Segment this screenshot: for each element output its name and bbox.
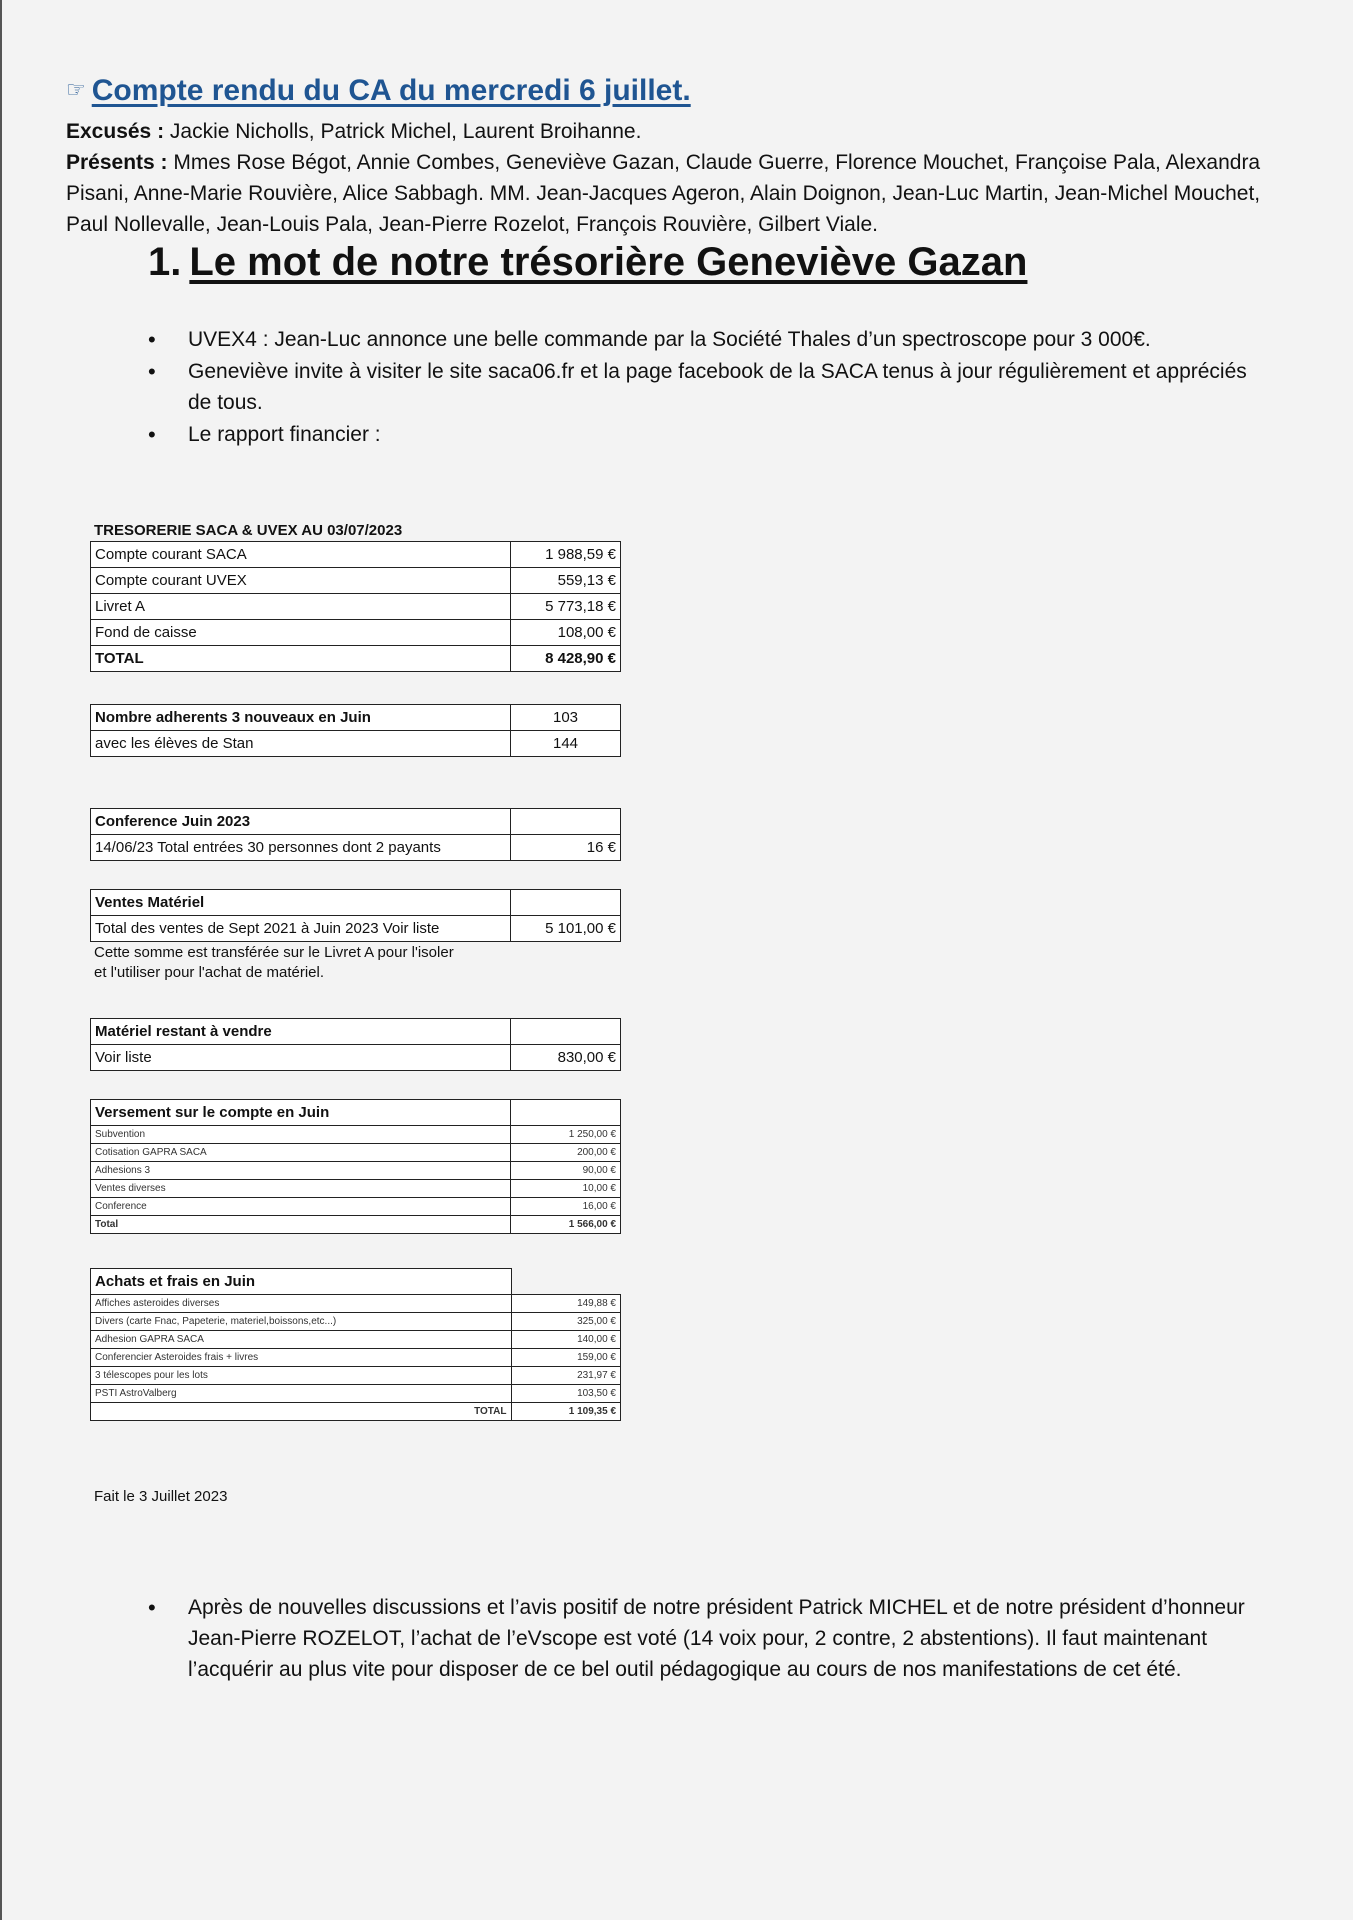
- bullet-item: • Le rapport financier :: [188, 419, 1268, 450]
- row-label: Compte courant UVEX: [91, 568, 511, 594]
- table-row: [91, 1295, 621, 1313]
- row-value: 1 566,00 €: [511, 1216, 621, 1234]
- row-label: avec les élèves de Stan: [91, 731, 511, 757]
- purchases-table: [90, 1268, 621, 1421]
- row-label: PSTI AstroValberg: [91, 1385, 512, 1403]
- page-left-edge: [0, 0, 2, 1920]
- table-row: [91, 1144, 621, 1162]
- table-row: [91, 620, 621, 646]
- treasury-table: [90, 522, 621, 672]
- row-value: 103,50 €: [511, 1385, 621, 1403]
- row-label: Adhesions 3: [91, 1162, 511, 1180]
- section-number: 1.: [148, 240, 182, 284]
- row-value: 559,13 €: [511, 568, 621, 594]
- row-label: TOTAL: [91, 646, 511, 672]
- row-label: Subvention: [91, 1126, 511, 1144]
- table-total-row: [91, 646, 621, 672]
- row-label: TOTAL: [91, 1403, 512, 1421]
- pointing-hand-icon: ☞: [66, 77, 86, 102]
- report-date: Fait le 3 Juillet 2023: [94, 1488, 228, 1505]
- row-value: 1 250,00 €: [511, 1126, 621, 1144]
- row-label: 3 télescopes pour les lots: [91, 1367, 512, 1385]
- row-value: 5 101,00 €: [511, 916, 621, 942]
- sales-note-line: et l'utiliser pour l'achat de matériel.: [94, 964, 325, 981]
- row-value: 103: [511, 705, 621, 731]
- remaining-equipment-table: [90, 1018, 621, 1071]
- row-label: 14/06/23 Total entrées 30 personnes dont 2 payants: [91, 835, 511, 861]
- row-value: 231,97 €: [511, 1367, 621, 1385]
- row-value: 108,00 €: [511, 620, 621, 646]
- row-label: Affiches asteroides diverses: [91, 1295, 512, 1313]
- row-value: 159,00 €: [511, 1349, 621, 1367]
- row-value: 325,00 €: [511, 1313, 621, 1331]
- row-label: Total des ventes de Sept 2021 à Juin 2023 Voir liste: [91, 916, 511, 942]
- table-header-row: [91, 1100, 621, 1126]
- row-label: Voir liste: [91, 1045, 511, 1071]
- table-row: [91, 1198, 621, 1216]
- row-label: Adhesion GAPRA SACA: [91, 1331, 512, 1349]
- table-row: [91, 1349, 621, 1367]
- table-row: [91, 835, 621, 861]
- row-label: Total: [91, 1216, 511, 1234]
- table-header-row: [91, 1019, 621, 1045]
- table-title: Conference Juin 2023: [91, 809, 511, 835]
- row-label: Compte courant SACA: [91, 542, 511, 568]
- table-row: [91, 568, 621, 594]
- bullet-item: • Après de nouvelles discussions et l’avis positif de notre président Patrick MICHEL et de notre président d’honneur Jean-Pierre ROZELOT, l’achat de l’eVscope est voté (14 voix pour, 2 contre, 2 abstentions). Il faut maintenant l’acquérir au plus vite pour disposer de ce bel outil pédagogique au cours de nos manifestations de cet été.: [188, 1592, 1268, 1685]
- bullet-item: • UVEX4 : Jean-Luc annonce une belle commande par la Société Thales d’un spectroscope pour 3 000€.: [188, 324, 1268, 355]
- excused-list: [66, 116, 1306, 147]
- bullet-item: • Geneviève invite à visiter le site saca06.fr et la page facebook de la SACA tenus à jour régulièrement et appréciés de tous.: [188, 356, 1268, 418]
- present-names: Mmes Rose Bégot, Annie Combes, Geneviève Gazan, Claude Guerre, Florence Mouchet, Françoise Pala, Alexandra Pisani, Anne-Marie Rouvière, Alice Sabbagh. MM. Jean-Jacques Ageron, Alain Doignon, Jean-Luc Martin, Jean-Michel Mouchet, Paul Nollevalle, Jean-Louis Pala, Jean-Pierre Rozelot, François Rouvière, Gilbert Viale.: [66, 151, 1261, 236]
- table-row: [91, 1367, 621, 1385]
- members-table: [90, 704, 621, 757]
- table-title: Versement sur le compte en Juin: [91, 1100, 511, 1126]
- table-row: [91, 916, 621, 942]
- section-title-text: Le mot de notre trésorière Geneviève Gazan: [189, 240, 1028, 284]
- section-heading: [148, 240, 1027, 285]
- table-row: [91, 594, 621, 620]
- table-row: [91, 1126, 621, 1144]
- table-row: [91, 705, 621, 731]
- sales-table: [90, 889, 621, 983]
- row-value: 149,88 €: [511, 1295, 621, 1313]
- table-title: Achats et frais en Juin: [91, 1269, 512, 1295]
- row-value: 1 988,59 €: [511, 542, 621, 568]
- row-value: 16 €: [511, 835, 621, 861]
- sales-note-line: Cette somme est transférée sur le Livret A pour l'isoler: [94, 944, 454, 961]
- sales-note: [94, 943, 621, 983]
- table-row: [91, 1385, 621, 1403]
- row-label: Nombre adherents 3 nouveaux en Juin: [91, 705, 511, 731]
- treasury-title: TRESORERIE SACA & UVEX AU 03/07/2023: [94, 522, 403, 539]
- table-header-row: [91, 1269, 621, 1295]
- table-row: [91, 1045, 621, 1071]
- table-total-row: [91, 1216, 621, 1234]
- present-label: Présents :: [66, 151, 168, 174]
- row-value: 90,00 €: [511, 1162, 621, 1180]
- table-row: [91, 731, 621, 757]
- row-label: Conference: [91, 1198, 511, 1216]
- table-row: [91, 1313, 621, 1331]
- table-row: [91, 1180, 621, 1198]
- page-title: [66, 74, 691, 108]
- row-label: Conferencier Asteroides frais + livres: [91, 1349, 512, 1367]
- bullet-list-bottom: [188, 1592, 1268, 1686]
- table-header-row: [91, 890, 621, 916]
- table-row: [91, 1331, 621, 1349]
- table-title: Ventes Matériel: [91, 890, 511, 916]
- row-label: Ventes diverses: [91, 1180, 511, 1198]
- row-value: 5 773,18 €: [511, 594, 621, 620]
- row-label: Divers (carte Fnac, Papeterie, materiel,boissons,etc...): [91, 1313, 512, 1331]
- table-total-row: [91, 1403, 621, 1421]
- table-row: [91, 1162, 621, 1180]
- bullet-list-top: [188, 324, 1268, 451]
- row-value: 830,00 €: [511, 1045, 621, 1071]
- row-value: 16,00 €: [511, 1198, 621, 1216]
- present-list: [66, 147, 1306, 240]
- page-title-text: Compte rendu du CA du mercredi 6 juillet.: [91, 74, 691, 107]
- row-value: 200,00 €: [511, 1144, 621, 1162]
- row-value: 144: [511, 731, 621, 757]
- table-header-row: [91, 809, 621, 835]
- excused-names: Jackie Nicholls, Patrick Michel, Laurent Broihanne.: [164, 120, 642, 143]
- table-row: [91, 542, 621, 568]
- table-title: Matériel restant à vendre: [91, 1019, 511, 1045]
- excused-label: Excusés :: [66, 120, 165, 143]
- row-value: 8 428,90 €: [511, 646, 621, 672]
- deposits-table: [90, 1099, 621, 1234]
- conference-table: [90, 808, 621, 861]
- row-label: Fond de caisse: [91, 620, 511, 646]
- row-label: Cotisation GAPRA SACA: [91, 1144, 511, 1162]
- row-value: 10,00 €: [511, 1180, 621, 1198]
- row-value: 1 109,35 €: [511, 1403, 621, 1421]
- row-value: 140,00 €: [511, 1331, 621, 1349]
- row-label: Livret A: [91, 594, 511, 620]
